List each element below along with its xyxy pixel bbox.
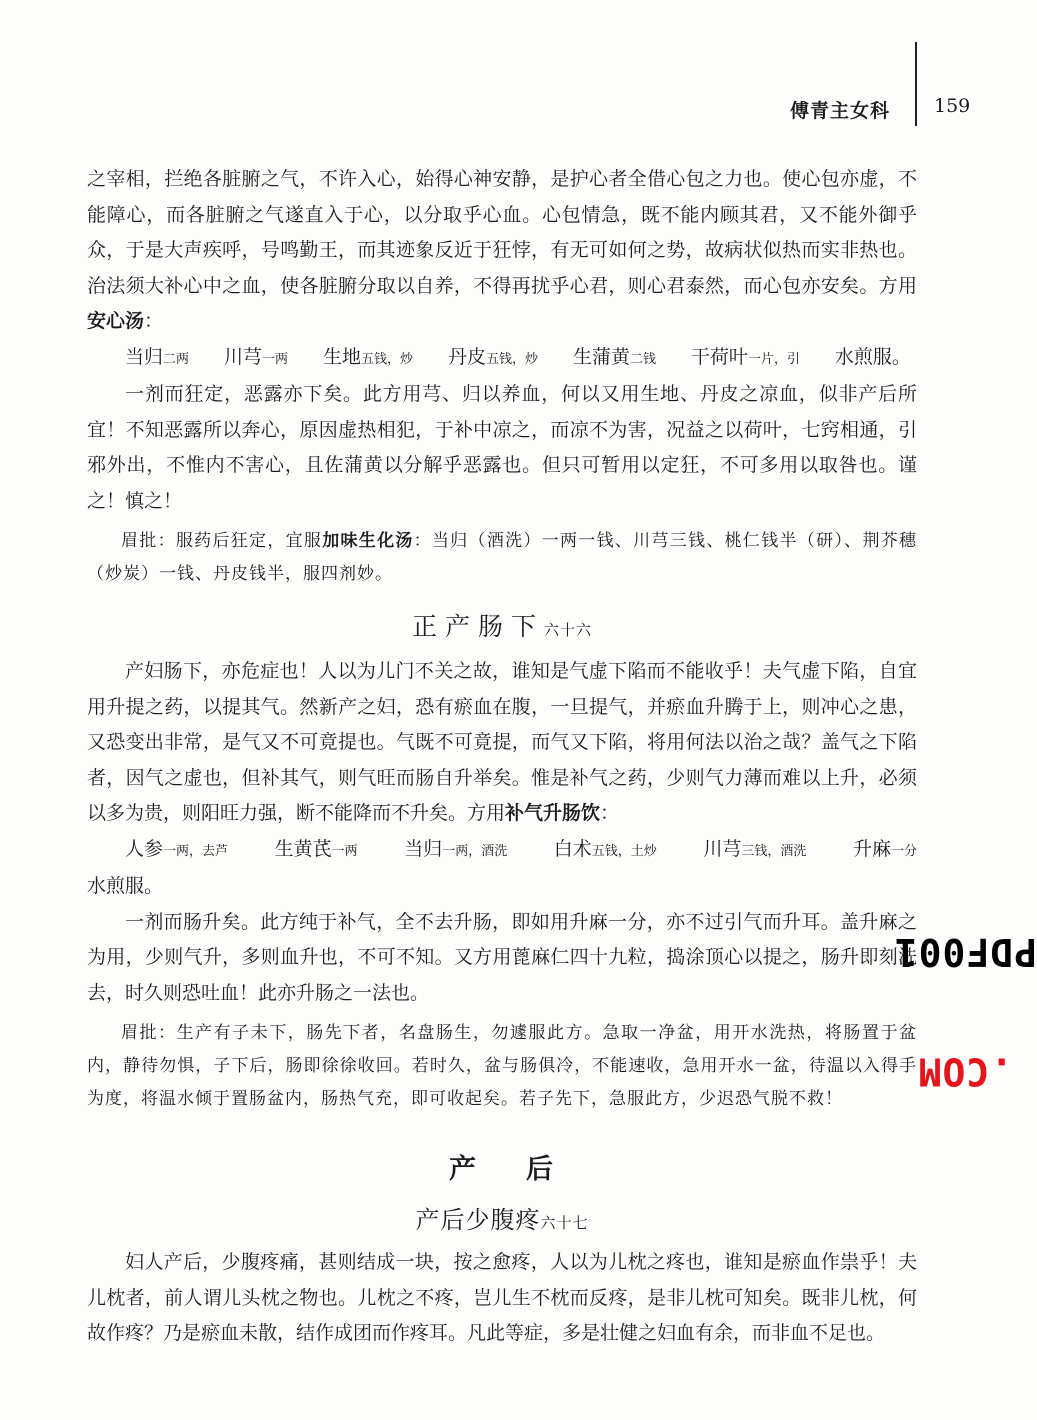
formula-name: 安心汤 <box>87 310 145 332</box>
note-text: ：当归（酒洗）一两一钱、川芎三钱、桃仁钱半（研）、荆芥穗（炒炭）一钱、丹皮钱半，服四剂妙。 <box>87 531 918 584</box>
formula-name: 补气升肠饮 <box>505 802 601 824</box>
herb-dose: 五钱，土炒 <box>591 843 657 859</box>
herb-dose: 一两，酒洗 <box>442 843 508 859</box>
herb-item <box>275 832 358 870</box>
herb-name: 当归 <box>404 837 443 860</box>
section-heading <box>87 607 917 650</box>
paragraph: 一剂而肠升矣。此方纯于补气，全不去升肠，即如用升麻一分，亦不过引气而升耳。盖升麻之为用，少则气升，多则血升也，不可不知。又方用蓖麻仁四十九粒，捣涂顶心以提之，肠升即刻洗去，时久则恐吐血！此亦升肠之一法也。 <box>87 910 917 1004</box>
herb-item <box>554 832 657 870</box>
herb-name: 升麻 <box>852 837 891 860</box>
running-header <box>790 92 890 126</box>
herb-name: 白术 <box>553 837 592 860</box>
herb-name: 水煎服。 <box>834 345 911 368</box>
punctuation: ： <box>144 310 164 332</box>
page-number: 159 <box>934 95 971 117</box>
herb-item <box>125 340 189 378</box>
prescription-list <box>87 832 917 870</box>
formula-name: 加味生化汤 <box>322 531 414 551</box>
herb-item <box>323 340 413 378</box>
margin-note: 眉批：生产有子未下，肠先下者，名盘肠生，勿遽服此方。急取一净盆，用开水洗热，将肠置于盆内，静待勿惧，子下后，肠即徐徐收回。若时久，盆与肠俱冷，不能速收，急用开水一盆，待温以入得手为度，将温水倾于置肠盆内，肠热气充，即可收起矣。若子先下，急服此方，少迟恐气脱不救！ <box>87 1023 917 1109</box>
herb-item <box>691 340 800 378</box>
prescription-list <box>87 340 917 378</box>
paragraph: 水煎服。 <box>87 875 164 897</box>
herb-item <box>703 832 806 870</box>
paragraph <box>87 162 917 340</box>
herb-dose: 二两 <box>163 351 190 367</box>
herb-name: 生地 <box>322 345 361 368</box>
punctuation: ： <box>600 802 620 824</box>
section-number: 六十七 <box>540 1214 589 1232</box>
page-body <box>87 162 917 1352</box>
herb-dose: 一分 <box>890 843 917 859</box>
herb-name: 川芎 <box>223 345 262 368</box>
herb-name: 丹皮 <box>447 345 486 368</box>
herb-name: 生黄芪 <box>274 837 332 860</box>
book-title: 傅青主女科 <box>789 99 890 122</box>
herb-item <box>224 340 288 378</box>
paragraph: 一剂而狂定，恶露亦下矣。此方用芎、归以养血，何以又用生地、丹皮之凉血，似非产后所宜！不知恶露所以奔心，原因虚热相犯，于补中凉之，而凉不为害，况益之以荷叶，七窍相通，引邪外出，不惟内不害心，且佐蒲黄以分解乎恶露也。但只可暂用以定狂，不可多用以取咎也。谨之！慎之！ <box>87 383 917 512</box>
herb-item <box>853 832 917 870</box>
paragraph-text: 之宰相，拦绝各脏腑之气，不许入心，始得心神安静，是护心者全借心包之力也。使心包亦虚，不能障心，而各脏腑之气遂直入于心，以分取乎心血。心包情急，既不能内顾其君，又不能外御乎众，于是大声疾呼，号鸣勤王，而其迹象反近于狂悖，有无可如何之势，故病状似热而实非热也。治法须大补心中之血，使各脏腑分取以自养，不得再扰乎心君，则心君泰然，而心包亦安矣。方用 <box>87 168 917 297</box>
herb-dose: 五钱，炒 <box>485 351 538 367</box>
header-rule <box>915 42 917 126</box>
herb-item <box>573 340 656 378</box>
watermark-accent: .COM <box>917 1049 1013 1094</box>
herb-item <box>835 340 911 378</box>
herb-dose: 一片，引 <box>747 351 800 367</box>
herb-dose: 一两 <box>331 843 358 859</box>
herb-name: 生蒲黄 <box>572 345 630 368</box>
herb-name: 当归 <box>125 345 164 368</box>
herb-dose: 一两 <box>262 351 289 367</box>
herb-dose: 三钱，酒洗 <box>741 843 807 859</box>
herb-dose: 二钱 <box>629 351 656 367</box>
section-number: 六十六 <box>544 621 593 639</box>
herb-item <box>448 340 538 378</box>
herb-dose: 五钱，炒 <box>360 351 413 367</box>
herb-name: 人参 <box>125 837 164 860</box>
note-text: 眉批：服药后狂定，宜服 <box>121 531 323 551</box>
section-heading <box>87 1200 917 1243</box>
herb-item <box>404 832 507 870</box>
chapter-title: 产后 <box>449 1154 603 1185</box>
paragraph-text: 产妇肠下，亦危症也！人以为儿门不关之故，谁知是气虚下陷而不能收乎！夫气虚下陷，自宜用升提之药，以提其气。然新产之妇，恐有瘀血在腹，一旦提气，并瘀血升腾于上，则冲心之患，又恐变出非常，是气又不可竟提也。气既不可竟提，而气又下陷，将用何法以治之哉？盖气之下陷者，因气之虚也，但补其气，则气旺而肠自升举矣。惟是补气之药，少则气力薄而难以上升，必须以多为贵，则阳旺力强，断不能降而不升矣。方用 <box>87 660 917 824</box>
paragraph <box>87 654 917 832</box>
site-watermark <box>893 900 1037 1100</box>
paragraph: 妇人产后，少腹疼痛，甚则结成一块，按之愈疼，人以为儿枕之疼也，谁知是瘀血作祟乎！夫儿枕者，前人谓儿头枕之物也。儿枕之不疼，岂儿生不枕而反疼，是非儿枕可知矣。既非儿枕，何故作疼？乃是瘀血未散，结作成团而作疼耳。凡此等症，多是壮健之妇血有余，而非血不足也。 <box>87 1251 917 1344</box>
herb-dose: 一两，去芦 <box>163 843 229 859</box>
herb-name: 干荷叶 <box>690 345 748 368</box>
watermark-text <box>893 881 1037 1120</box>
section-title: 产后少腹疼 <box>415 1206 541 1234</box>
herb-name: 川芎 <box>703 837 742 860</box>
watermark-main: PDF001 <box>893 930 1037 975</box>
herb-item <box>125 832 228 870</box>
margin-note <box>87 525 917 591</box>
section-title: 正产肠下 <box>411 612 544 641</box>
